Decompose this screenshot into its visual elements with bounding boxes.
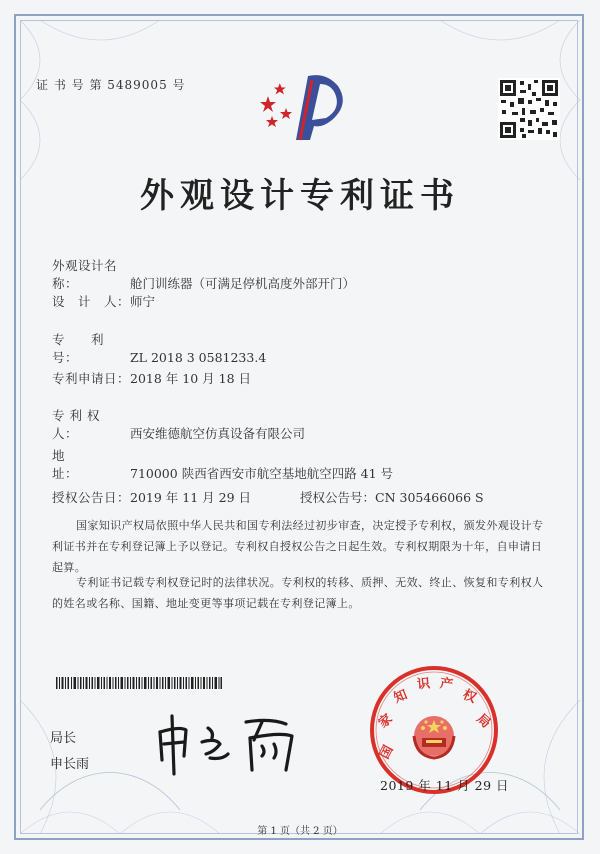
design-name-value: 舱门训练器（可满足停机高度外部开门）	[130, 276, 356, 291]
director-title: 局长	[50, 731, 77, 746]
grant-date-row	[52, 488, 251, 506]
filing-date-row	[52, 369, 251, 387]
patent-number-value: ZL 2018 3 0581233.4	[130, 350, 267, 365]
handwritten-signature	[150, 708, 320, 778]
design-name-row	[52, 256, 355, 292]
grant-number-label: 授权公告号：	[300, 490, 376, 505]
designer-row	[52, 292, 155, 310]
certificate-title: 外观设计专利证书	[140, 176, 460, 216]
svg-text:国: 国	[377, 743, 397, 762]
svg-text:局: 局	[473, 711, 494, 732]
designer-label: 设 计 人：	[52, 294, 131, 309]
address-row	[52, 446, 393, 482]
qr-code-icon	[498, 78, 560, 140]
svg-text:识: 识	[416, 676, 431, 693]
filing-date-value: 2018 年 10 月 18 日	[130, 371, 251, 386]
grant-date-label: 授权公告日：	[52, 490, 131, 505]
seal-date: 2019 年 11 月 29 日	[380, 778, 509, 793]
barcode-icon	[56, 677, 222, 689]
grant-date-value: 2019 年 11 月 29 日	[130, 490, 251, 505]
svg-text:知: 知	[391, 687, 410, 707]
certificate-number: 证 书 号 第 5489005 号	[36, 78, 186, 92]
grant-number-row	[300, 488, 484, 506]
address-value: 710000 陕西省西安市航空基地航空四路 41 号	[130, 466, 394, 481]
patentee-value: 西安维德航空仿真设备有限公司	[130, 426, 306, 441]
page-number: 第 1 页（共 2 页）	[257, 826, 343, 837]
director-name: 申长雨	[50, 757, 90, 772]
design-name-label: 外观设计名称：	[52, 258, 118, 291]
svg-text:家: 家	[375, 711, 396, 732]
patent-number-row	[52, 330, 266, 366]
cnipa-emblem-icon	[256, 68, 356, 148]
address-label: 地 址：	[52, 448, 118, 481]
grant-statement-paragraph: 国家知识产权局依照中华人民共和国专利法经过初步审查，决定授予专利权，颁发外观设计专利证书并在专利登记簿上予以登记。专利权自授权公告之日起生效。专利权期限为十年，自申请日起算。	[52, 519, 544, 574]
filing-date-label: 专利申请日：	[52, 371, 131, 386]
legal-status-paragraph: 专利证书记载专利权登记时的法律状况。专利权的转移、质押、无效、终止、恢复和专利权人的姓名或名称、国籍、地址变更等事项记载在专利登记簿上。	[52, 576, 544, 610]
svg-text:权: 权	[460, 687, 479, 707]
svg-text:产: 产	[438, 676, 454, 693]
patentee-row	[52, 406, 305, 442]
designer-value: 师宁	[130, 294, 156, 309]
grant-number-value: CN 305466066 S	[375, 490, 484, 505]
patentee-label: 专 利 权 人：	[52, 408, 100, 441]
patent-number-label: 专 利 号：	[52, 332, 118, 365]
